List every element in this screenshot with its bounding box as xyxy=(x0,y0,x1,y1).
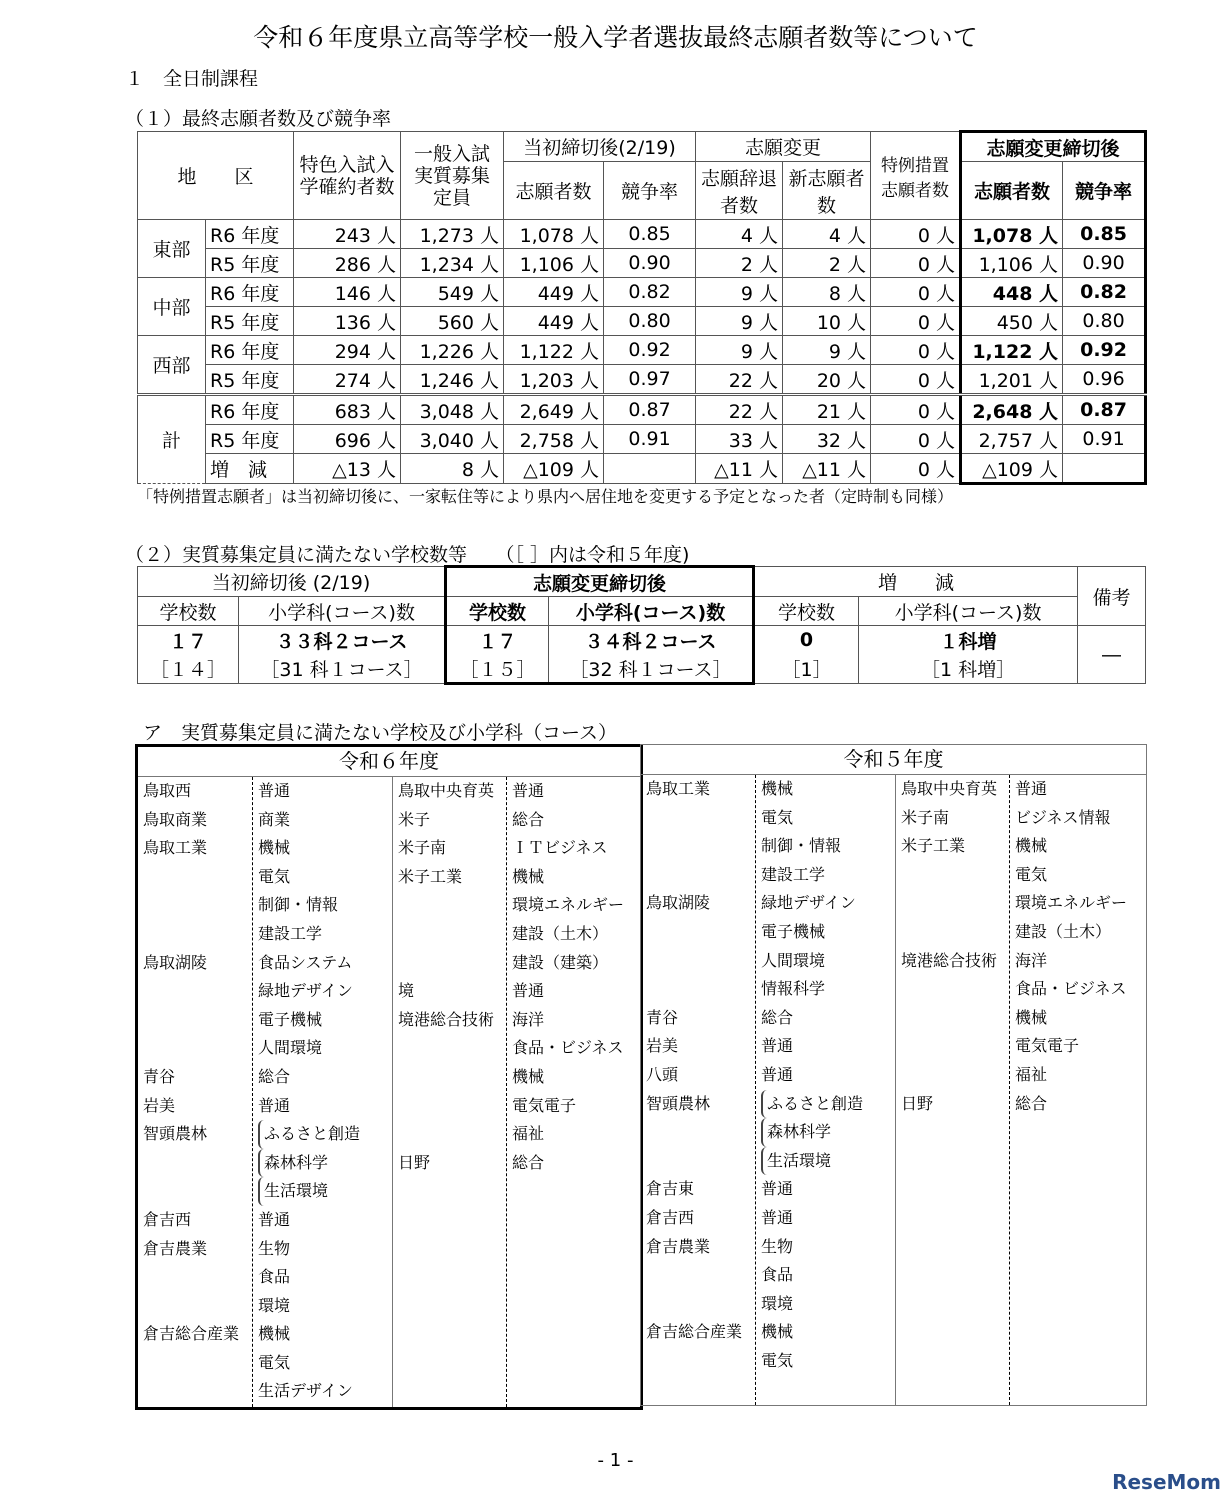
school-name: 倉吉西 xyxy=(143,1209,192,1229)
course-name: ふるさと創造 xyxy=(258,1120,393,1149)
value-cell: 2 人 xyxy=(696,249,783,278)
header-new: 新志願者数 xyxy=(783,162,871,220)
course-name: 海洋 xyxy=(1015,950,1048,970)
note-value: ― xyxy=(1078,626,1146,684)
value-cell: 1,106 人 xyxy=(961,249,1063,278)
course-name: 緑地デザイン xyxy=(761,893,856,913)
table-row xyxy=(138,249,1146,278)
table-row xyxy=(138,425,1146,454)
school-name: 倉吉総合産業 xyxy=(143,1324,240,1344)
year-cell: R6 年度 xyxy=(206,278,294,307)
school-name: 倉吉農業 xyxy=(143,1238,208,1258)
value-cell: 8 人 xyxy=(783,278,871,307)
header-ippan: 一般入試実質募集定員 xyxy=(401,132,504,220)
value-cell: 2 人 xyxy=(783,249,871,278)
course-name: 機械 xyxy=(761,1322,794,1342)
value-cell: 294 人 xyxy=(294,336,401,365)
value-cell: 0.97 xyxy=(604,365,696,395)
school-name xyxy=(138,1177,252,1206)
school-name xyxy=(641,1147,755,1176)
course-name: 建設（土木） xyxy=(1015,921,1112,941)
course-name: 建設（土木） xyxy=(512,923,609,943)
school-column xyxy=(392,777,507,1407)
course-name: 人間環境 xyxy=(761,950,826,970)
course-name: 生活デザイン xyxy=(258,1381,353,1401)
value-cell: 0.91 xyxy=(604,425,696,454)
value-cell xyxy=(1063,454,1146,484)
course-name: 建設工学 xyxy=(761,864,826,884)
final-schools: １７ xyxy=(446,626,549,655)
course-name: 普通 xyxy=(761,1207,794,1227)
school-name xyxy=(138,891,252,920)
course-name: 電気電子 xyxy=(1015,1036,1080,1056)
course-name: 建設（建築） xyxy=(512,952,609,972)
list-panel-r6 xyxy=(135,744,643,1410)
header-withdraw: 志願辞退者数 xyxy=(696,162,783,220)
course-name: 人間環境 xyxy=(258,1038,323,1058)
value-cell: 4 人 xyxy=(696,220,783,249)
course-name: 機械 xyxy=(512,1066,545,1086)
course-name: 普通 xyxy=(761,1179,794,1199)
course-name: 機械 xyxy=(258,1324,291,1344)
school-name: 日野 xyxy=(398,1152,431,1172)
course-name: 食品 xyxy=(761,1265,794,1285)
course-name: 電子機械 xyxy=(258,1009,323,1029)
table-row xyxy=(138,365,1146,395)
school-name xyxy=(393,920,507,949)
school-name xyxy=(393,1120,507,1149)
value-cell: 1,234 人 xyxy=(401,249,504,278)
value-cell: 22 人 xyxy=(696,365,783,395)
value-cell: 696 人 xyxy=(294,425,401,454)
value-cell: 1,203 人 xyxy=(504,365,604,395)
course-name: 環境エネルギー xyxy=(512,895,625,915)
header-final-rate: 競争率 xyxy=(1063,162,1146,220)
school-name: 倉吉西 xyxy=(646,1207,695,1227)
value-cell: 9 人 xyxy=(783,336,871,365)
value-cell: 0.96 xyxy=(1063,365,1146,395)
header-courses: 小学科(コース)数 xyxy=(859,597,1078,626)
value-cell: 1,122 人 xyxy=(504,336,604,365)
final-schools-prev: ［１５］ xyxy=(446,654,549,684)
subsection-heading-1: （１）最終志願者数及び競争率 xyxy=(125,108,392,130)
initial-schools: １７ xyxy=(138,626,239,655)
course-name: 機械 xyxy=(1015,1007,1048,1027)
school-name: 境港総合技術 xyxy=(901,950,998,970)
school-name xyxy=(138,1034,252,1063)
course-name: 情報科学 xyxy=(761,979,826,999)
diff-schools-prev: ［1］ xyxy=(754,654,859,684)
panel-title: 令和５年度 xyxy=(641,745,1146,775)
value-cell: 1,106 人 xyxy=(504,249,604,278)
header-final-applicants: 志願者数 xyxy=(961,162,1063,220)
subsection-heading-3: ア 実質募集定員に満たない学校及び小学科（コース） xyxy=(143,722,618,744)
value-cell: 1,078 人 xyxy=(961,220,1063,249)
school-name xyxy=(641,1118,755,1147)
value-cell: 274 人 xyxy=(294,365,401,395)
course-name: 緑地デザイン xyxy=(258,981,353,1001)
value-cell: 560 人 xyxy=(401,307,504,336)
school-name: 鳥取中央育英 xyxy=(398,781,495,800)
value-cell: 0.80 xyxy=(1063,307,1146,336)
school-name xyxy=(896,889,1010,918)
school-name: 米子工業 xyxy=(398,866,463,886)
value-cell: 9 人 xyxy=(696,278,783,307)
school-name: 岩美 xyxy=(646,1036,679,1056)
value-cell: 0.92 xyxy=(604,336,696,365)
region-cell: 西部 xyxy=(138,336,206,395)
header-courses: 小学科(コース)数 xyxy=(239,597,446,626)
school-name: 青谷 xyxy=(143,1066,176,1086)
course-name: 普通 xyxy=(258,1209,291,1229)
course-name: 生物 xyxy=(761,1236,794,1256)
school-name xyxy=(138,920,252,949)
course-name: 環境 xyxy=(761,1293,794,1313)
value-cell: 0.80 xyxy=(604,307,696,336)
school-name: 岩美 xyxy=(143,1095,176,1115)
value-cell: 0.82 xyxy=(1063,278,1146,307)
course-name: 電子機械 xyxy=(761,921,826,941)
subsection-heading-2: （２）実質募集定員に満たない学校数等 （［ ］内は令和５年度) xyxy=(125,544,690,566)
value-cell: 0.87 xyxy=(604,395,696,425)
year-cell: R5 年度 xyxy=(206,365,294,395)
course-name: ＩＴビジネス xyxy=(512,838,608,858)
school-name: 智頭農林 xyxy=(143,1124,208,1144)
school-name xyxy=(138,1149,252,1178)
year-cell: 増 減 xyxy=(206,454,294,484)
year-cell: R5 年度 xyxy=(206,425,294,454)
year-cell: R6 年度 xyxy=(206,336,294,365)
value-cell: 683 人 xyxy=(294,395,401,425)
value-cell: 1,273 人 xyxy=(401,220,504,249)
value-cell: 4 人 xyxy=(783,220,871,249)
value-cell: 0.90 xyxy=(1063,249,1146,278)
course-name: 食品 xyxy=(258,1267,291,1287)
value-cell: △11 人 xyxy=(783,454,871,484)
value-cell: 32 人 xyxy=(783,425,871,454)
value-cell: 0 人 xyxy=(871,220,961,249)
school-name xyxy=(896,975,1010,1004)
value-cell: 0.82 xyxy=(604,278,696,307)
school-name xyxy=(641,1290,755,1319)
value-cell: △11 人 xyxy=(696,454,783,484)
diff-courses: １科増 xyxy=(859,626,1078,655)
school-name xyxy=(641,832,755,861)
year-cell: R5 年度 xyxy=(206,249,294,278)
value-cell: 2,757 人 xyxy=(961,425,1063,454)
applicants-table xyxy=(137,130,1147,485)
course-name: 機械 xyxy=(512,866,545,886)
course-name: 食品・ビジネス xyxy=(1015,979,1127,999)
school-name xyxy=(138,1263,252,1292)
value-cell: 0 人 xyxy=(871,365,961,395)
school-name: 智頭農林 xyxy=(646,1093,711,1113)
school-name: 八頭 xyxy=(646,1064,679,1084)
school-name: 倉吉農業 xyxy=(646,1236,711,1256)
course-name: 生活環境 xyxy=(258,1177,393,1206)
section-heading: １ 全日制課程 xyxy=(125,68,259,90)
course-name: 森林科学 xyxy=(761,1118,896,1147)
table-row xyxy=(138,220,1146,249)
course-name: 商業 xyxy=(258,809,291,829)
school-name xyxy=(641,804,755,833)
page-title: 令和６年度県立高等学校一般入学者選抜最終志願者数等について xyxy=(253,23,978,52)
course-name: 総合 xyxy=(512,1152,545,1172)
initial-schools-prev: ［１４］ xyxy=(138,654,239,684)
header-initial: 当初締切後 (2/19) xyxy=(138,567,446,597)
year-cell: R6 年度 xyxy=(206,220,294,249)
school-name xyxy=(896,1032,1010,1061)
header-final: 志願変更締切後 xyxy=(446,567,754,597)
value-cell: 1,226 人 xyxy=(401,336,504,365)
school-name xyxy=(641,861,755,890)
schools-below-quota-table xyxy=(137,565,1146,685)
value-cell: 9 人 xyxy=(696,307,783,336)
value-cell: 3,040 人 xyxy=(401,425,504,454)
course-name: 電気 xyxy=(258,866,291,886)
value-cell: 0.90 xyxy=(604,249,696,278)
course-name: 電気電子 xyxy=(512,1095,577,1115)
value-cell: △109 人 xyxy=(961,454,1063,484)
course-name: 普通 xyxy=(761,1064,794,1084)
school-name xyxy=(641,975,755,1004)
school-name xyxy=(393,949,507,978)
value-cell: 0 人 xyxy=(871,395,961,425)
value-cell: 2,758 人 xyxy=(504,425,604,454)
value-cell: 1,122 人 xyxy=(961,336,1063,365)
course-name: 電気 xyxy=(258,1352,291,1372)
value-cell: 286 人 xyxy=(294,249,401,278)
list-panel-r5 xyxy=(640,744,1147,1406)
school-name: 境 xyxy=(398,981,415,1001)
course-name: 制御・情報 xyxy=(258,895,339,915)
value-cell: 450 人 xyxy=(961,307,1063,336)
value-cell: 10 人 xyxy=(783,307,871,336)
footnote: 「特例措置志願者」は当初締切後に、一家転住等により県内へ居住地を変更する予定となった者（定時制も同様） xyxy=(137,487,954,506)
value-cell: 0.91 xyxy=(1063,425,1146,454)
value-cell: 0 人 xyxy=(871,307,961,336)
course-name: 食品システム xyxy=(258,952,353,972)
value-cell: 448 人 xyxy=(961,278,1063,307)
school-name: 鳥取湖陵 xyxy=(646,893,711,913)
school-name: 青谷 xyxy=(646,1007,679,1027)
school-name xyxy=(138,1006,252,1035)
value-cell: 136 人 xyxy=(294,307,401,336)
value-cell: 0 人 xyxy=(871,278,961,307)
school-name: 鳥取中央育英 xyxy=(901,779,998,798)
initial-courses: ３３科２コース xyxy=(239,626,446,655)
value-cell: 1,246 人 xyxy=(401,365,504,395)
school-name xyxy=(138,1292,252,1321)
value-cell: 243 人 xyxy=(294,220,401,249)
course-name: 制御・情報 xyxy=(761,836,842,856)
region-cell: 計 xyxy=(138,395,206,484)
school-name xyxy=(641,1261,755,1290)
school-name xyxy=(138,1349,252,1378)
year-cell: R6 年度 xyxy=(206,395,294,425)
value-cell xyxy=(604,454,696,484)
course-name: 機械 xyxy=(761,779,794,798)
value-cell: 1,201 人 xyxy=(961,365,1063,395)
school-name: 米子工業 xyxy=(901,836,966,856)
table-row xyxy=(138,278,1146,307)
course-name: 電気 xyxy=(761,807,794,827)
school-name xyxy=(896,1061,1010,1090)
header-final: 志願変更締切後 xyxy=(961,132,1146,162)
school-column xyxy=(138,777,252,1407)
school-name xyxy=(138,1377,252,1406)
final-courses-prev: ［32 科１コース］ xyxy=(549,654,754,684)
region-cell: 中部 xyxy=(138,278,206,336)
value-cell: 146 人 xyxy=(294,278,401,307)
school-name: 米子南 xyxy=(398,838,447,858)
value-cell: 0.85 xyxy=(604,220,696,249)
header-schools: 学校数 xyxy=(138,597,239,626)
school-column xyxy=(641,775,755,1405)
value-cell: 22 人 xyxy=(696,395,783,425)
course-column xyxy=(755,775,896,1405)
watermark-logo: ReseMom xyxy=(1112,1470,1221,1494)
course-name: 総合 xyxy=(761,1007,794,1027)
value-cell: 0 人 xyxy=(871,454,961,484)
panel-title: 令和６年度 xyxy=(138,747,640,777)
course-name: 総合 xyxy=(1015,1093,1048,1113)
initial-courses-prev: ［31 科１コース］ xyxy=(239,654,446,684)
course-name: 森林科学 xyxy=(258,1149,393,1178)
course-name: 建設工学 xyxy=(258,923,323,943)
school-name xyxy=(393,1063,507,1092)
course-column xyxy=(1009,775,1147,1405)
value-cell: 2,649 人 xyxy=(504,395,604,425)
value-cell: 449 人 xyxy=(504,307,604,336)
header-tokushoku: 特色入試入学確約者数 xyxy=(294,132,401,220)
course-name: 環境エネルギー xyxy=(1015,893,1128,913)
school-name xyxy=(138,977,252,1006)
school-name xyxy=(896,861,1010,890)
header-change: 志願変更 xyxy=(696,132,871,162)
school-name xyxy=(393,891,507,920)
diff-schools: 0 xyxy=(754,626,859,655)
table-row xyxy=(138,395,1146,425)
year-cell: R5 年度 xyxy=(206,307,294,336)
school-name xyxy=(393,1092,507,1121)
course-name: 生活環境 xyxy=(761,1147,896,1176)
value-cell: 8 人 xyxy=(401,454,504,484)
diff-courses-prev: ［1 科増］ xyxy=(859,654,1078,684)
school-name xyxy=(896,1004,1010,1033)
value-cell: 1,078 人 xyxy=(504,220,604,249)
school-name: 鳥取商業 xyxy=(143,809,208,829)
header-special: 特例措置志願者数 xyxy=(871,132,961,220)
school-name: 米子南 xyxy=(901,807,950,827)
header-diff: 増 減 xyxy=(754,567,1078,597)
table-row xyxy=(138,336,1146,365)
school-name xyxy=(896,918,1010,947)
header-initial: 当初締切後(2/19) xyxy=(504,132,696,162)
school-name xyxy=(641,947,755,976)
course-name: 普通 xyxy=(1015,779,1048,798)
table-row xyxy=(138,307,1146,336)
value-cell: 0.92 xyxy=(1063,336,1146,365)
course-name: 普通 xyxy=(258,1095,291,1115)
school-name: 倉吉総合産業 xyxy=(646,1322,743,1342)
school-name: 鳥取工業 xyxy=(646,779,711,798)
school-name: 鳥取西 xyxy=(143,781,192,800)
value-cell: 549 人 xyxy=(401,278,504,307)
course-name: 海洋 xyxy=(512,1009,545,1029)
value-cell: 0 人 xyxy=(871,425,961,454)
value-cell: 449 人 xyxy=(504,278,604,307)
course-name: 福祉 xyxy=(1015,1064,1048,1084)
course-name: 普通 xyxy=(512,781,545,800)
course-name: 普通 xyxy=(258,781,291,800)
course-name: 総合 xyxy=(258,1066,291,1086)
course-name: 生物 xyxy=(258,1238,291,1258)
course-name: ふるさと創造 xyxy=(761,1090,896,1119)
header-region: 地 区 xyxy=(138,132,294,220)
course-name: 電気 xyxy=(761,1350,794,1370)
school-name: 米子 xyxy=(398,809,431,829)
course-name: ビジネス情報 xyxy=(1015,807,1111,827)
value-cell: 3,048 人 xyxy=(401,395,504,425)
table-row xyxy=(138,454,1146,484)
course-name: 普通 xyxy=(512,981,545,1001)
course-column xyxy=(506,777,641,1407)
school-name: 日野 xyxy=(901,1093,934,1113)
school-name xyxy=(138,863,252,892)
header-schools: 学校数 xyxy=(754,597,859,626)
value-cell: △109 人 xyxy=(504,454,604,484)
course-name: 機械 xyxy=(258,838,291,858)
school-name xyxy=(641,918,755,947)
course-name: 総合 xyxy=(512,809,545,829)
value-cell: 0.87 xyxy=(1063,395,1146,425)
value-cell: 20 人 xyxy=(783,365,871,395)
header-note: 備考 xyxy=(1078,567,1146,626)
school-name: 鳥取湖陵 xyxy=(143,952,208,972)
value-cell: 0 人 xyxy=(871,249,961,278)
value-cell: △13 人 xyxy=(294,454,401,484)
course-name: 電気 xyxy=(1015,864,1048,884)
value-cell: 9 人 xyxy=(696,336,783,365)
course-column xyxy=(252,777,393,1407)
course-name: 福祉 xyxy=(512,1124,545,1144)
header-courses: 小学科(コース)数 xyxy=(549,597,754,626)
course-name: 環境 xyxy=(258,1295,291,1315)
value-cell: 0 人 xyxy=(871,336,961,365)
value-cell: 33 人 xyxy=(696,425,783,454)
header-initial-rate: 競争率 xyxy=(604,162,696,220)
page-number: - 1 - xyxy=(597,1450,634,1471)
course-name: 機械 xyxy=(1015,836,1048,856)
final-courses: ３４科２コース xyxy=(549,626,754,655)
school-name: 境港総合技術 xyxy=(398,1009,495,1029)
school-name: 鳥取工業 xyxy=(143,838,208,858)
school-course-list xyxy=(135,744,1145,1406)
school-name: 倉吉東 xyxy=(646,1179,695,1199)
region-cell: 東部 xyxy=(138,220,206,278)
course-name: 食品・ビジネス xyxy=(512,1038,624,1058)
value-cell: 2,648 人 xyxy=(961,395,1063,425)
course-name: 普通 xyxy=(761,1036,794,1056)
header-schools: 学校数 xyxy=(446,597,549,626)
school-name xyxy=(393,1034,507,1063)
value-cell: 21 人 xyxy=(783,395,871,425)
value-cell: 0.85 xyxy=(1063,220,1146,249)
header-initial-applicants: 志願者数 xyxy=(504,162,604,220)
school-column xyxy=(895,775,1010,1405)
